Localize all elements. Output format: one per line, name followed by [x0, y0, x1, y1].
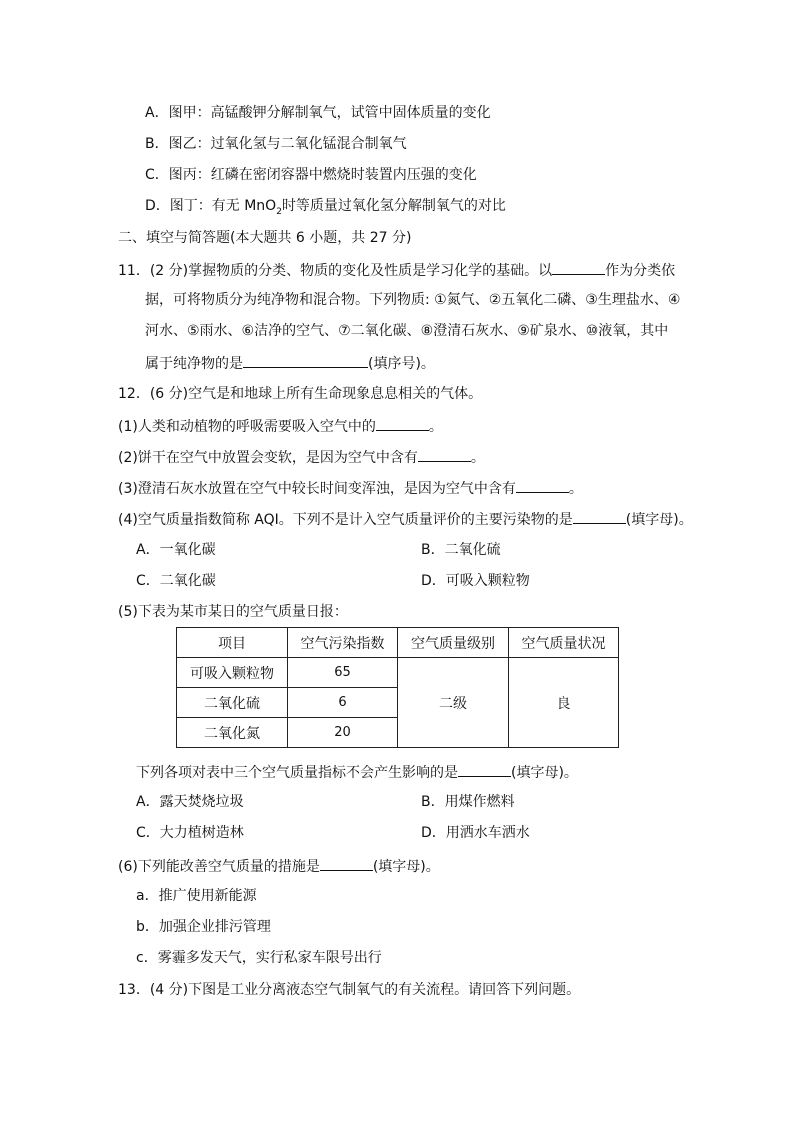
- table-header-cell: 项目: [177, 628, 288, 658]
- answer-blank[interactable]: [516, 478, 569, 493]
- q10-option-c: C．图丙：红磷在密闭容器中燃烧时装置内压强的变化: [145, 167, 477, 183]
- q11-line-1-post: 作为分类依: [605, 263, 676, 279]
- answer-blank[interactable]: [552, 260, 605, 275]
- answer-blank[interactable]: [418, 447, 471, 462]
- q12-part-5-stem: (5)下表为某市某日的空气质量日报：: [118, 604, 348, 620]
- q12-part-1-text: (1)人类和动植物的呼吸需要吸入空气中的: [118, 419, 376, 435]
- q12-p6-option-a: a．推广使用新能源: [136, 888, 257, 904]
- q12-part-3: [118, 478, 583, 498]
- q12-p5-option-c: C．大力植树造林: [136, 825, 244, 841]
- air-quality-table: [176, 627, 619, 748]
- q12-part-4: [118, 509, 693, 529]
- answer-blank[interactable]: [458, 762, 511, 777]
- q12-p4-option-a: A．一氧化碳: [136, 542, 216, 558]
- q12-part-2: [118, 447, 485, 467]
- q12-part-6-text: (6)下列能改善空气质量的措施是: [118, 859, 320, 875]
- q12-part-5-question-end: (填字母)。: [511, 765, 578, 781]
- table-header-cell: 空气质量级别: [398, 628, 509, 658]
- q12-part-5-question-text: 下列各项对表中三个空气质量指标不会产生影响的是: [136, 765, 458, 781]
- q13-stem: 13．(4 分)下图是工业分离液态空气制氧气的有关流程。请回答下列问题。: [118, 982, 581, 998]
- q12-part-6-end: (填字母)。: [372, 859, 440, 875]
- q10-option-d-sub: 2: [276, 206, 282, 217]
- q10-option-d-post: 时等质量过氧化氢分解制氧气的对比: [281, 198, 506, 214]
- q11-line-2: 据，可将物质分为纯净物和混合物。下列物质: ①氮气、②五氧化二磷、③生理盐水、④: [145, 292, 681, 308]
- q12-p4-option-c: C．二氧化碳: [136, 573, 216, 589]
- q12-part-4-text: (4)空气质量指数简称 AQI。下列不是计入空气质量评价的主要污染物的是: [118, 512, 573, 528]
- table-cell-item: 可吸入颗粒物: [177, 658, 288, 688]
- q11-line-3: 河水、⑤雨水、⑥洁净的空气、⑦二氧化碳、⑧澄清石灰水、⑨矿泉水、⑩液氧，其中: [145, 323, 669, 339]
- q12-p4-option-d: D．可吸入颗粒物: [421, 573, 530, 589]
- q12-part-3-text: (3)澄清石灰水放置在空气中较长时间变浑浊，是因为空气中含有: [118, 481, 516, 497]
- table-cell-item: 二氧化氮: [177, 718, 288, 748]
- q12-stem: 12．(6 分)空气是和地球上所有生命现象息息相关的气体。: [118, 386, 483, 402]
- q12-part-6: [118, 856, 440, 876]
- q11-line-4-pre: 属于纯净物的是: [145, 356, 243, 372]
- q11-line-1-pre: 11．(2 分)掌握物质的分类、物质的变化及性质是学习化学的基础。以: [118, 263, 553, 279]
- q12-part-1: [118, 416, 443, 436]
- q11-line-4-post: (填序号)。: [368, 356, 435, 372]
- q10-option-d-pre: D．图丁：有无 MnO: [145, 198, 277, 214]
- q12-part-4-end: (填字母)。: [625, 512, 693, 528]
- q12-part-2-text: (2)饼干在空气中放置会变软，是因为空气中含有: [118, 450, 418, 466]
- table-cell-index: 20: [288, 718, 398, 748]
- q12-p5-option-a: A．露天焚烧垃圾: [136, 794, 244, 810]
- q12-p5-option-b: B．用煤作燃料: [421, 794, 515, 810]
- table-row: [177, 658, 619, 688]
- table-cell-index: 65: [288, 658, 398, 688]
- q12-part-5-question: [136, 762, 578, 782]
- q12-part-2-end: 。: [470, 450, 485, 466]
- q12-p6-option-b: b．加强企业排污管理: [136, 919, 271, 935]
- q12-part-3-end: 。: [568, 481, 583, 497]
- section-title: 二、填空与简答题(本大题共 6 小题，共 27 分): [118, 230, 412, 246]
- q11-line-4: [145, 353, 435, 373]
- q10-option-a: A．图甲：高锰酸钾分解制氧气，试管中固体质量的变化: [145, 105, 491, 121]
- answer-blank[interactable]: [243, 353, 368, 368]
- table-cell-item: 二氧化硫: [177, 688, 288, 718]
- table-header-cell: 空气污染指数: [288, 628, 398, 658]
- table-header-row: [177, 628, 619, 658]
- table-header-cell: 空气质量状况: [509, 628, 619, 658]
- table-cell-status: 良: [509, 658, 619, 748]
- q10-option-d: [145, 197, 506, 221]
- q12-p4-option-b: B．二氧化硫: [421, 542, 501, 558]
- q12-p5-option-d: D．用洒水车洒水: [421, 825, 530, 841]
- q11-line-1: [118, 260, 675, 280]
- answer-blank[interactable]: [320, 856, 373, 871]
- table-cell-level: 二级: [398, 658, 509, 748]
- q12-p6-option-c: c．雾霾多发天气，实行私家车限号出行: [136, 950, 382, 966]
- q10-option-b: B．图乙：过氧化氢与二氧化锰混合制氧气: [145, 136, 407, 152]
- answer-blank[interactable]: [573, 509, 626, 524]
- answer-blank[interactable]: [376, 416, 429, 431]
- q12-part-1-end: 。: [428, 419, 443, 435]
- table-cell-index: 6: [288, 688, 398, 718]
